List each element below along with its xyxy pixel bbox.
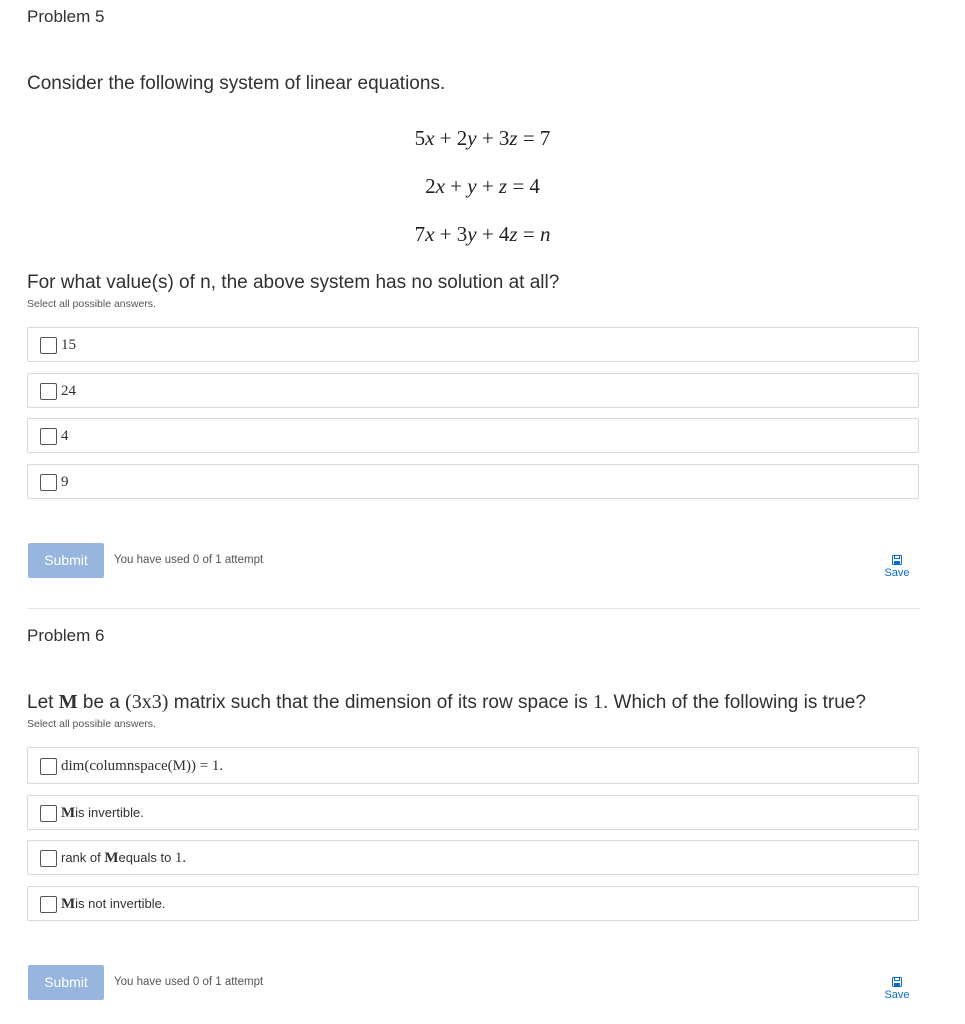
floppy-disk-icon [892,555,902,565]
checkbox-icon[interactable] [40,896,57,913]
p6-option-invertible[interactable] [27,795,919,830]
problem-divider [27,608,920,609]
q-text: . Which of the following is true? [602,692,866,713]
option-label [61,896,166,913]
problem-6-question [27,691,866,714]
q-text: Let [27,692,59,713]
checkbox-icon[interactable] [40,383,57,400]
option-label: 24 [61,383,76,399]
p6-option-dim-colspace[interactable] [27,747,919,784]
option-label: dim(columnspace(M)) = 1. [61,758,224,774]
option-label: 9 [61,474,69,490]
problem-6-hint: Select all possible answers. [27,718,156,730]
checkbox-icon[interactable] [40,337,57,354]
checkbox-icon[interactable] [40,850,57,867]
option-label [61,850,186,867]
problem-6-title: Problem 6 [27,626,105,645]
floppy-disk-icon [892,977,902,987]
q-text: be a [77,692,126,713]
equation-2: 2x + y + z = 4 [425,174,540,198]
equation-3: 7x + 3y + 4z = n [414,222,551,246]
p5-save-button[interactable] [872,555,922,579]
problem-5-question: For what value(s) of n, the above system has no solution at all? [27,272,560,293]
p6-option-not-invertible[interactable] [27,886,919,921]
option-text: equals to [118,850,175,865]
option-label: 4 [61,428,69,444]
checkbox-icon[interactable] [40,474,57,491]
p5-option-9[interactable] [27,464,919,499]
matrix-M: M [104,850,119,866]
equation-1: 5x + 2y + 3z = 7 [414,126,551,150]
matrix-M: M [61,896,76,912]
save-label: Save [884,567,910,579]
checkbox-icon[interactable] [40,758,57,775]
problem-5-title: Problem 5 [27,7,105,26]
option-text: rank of [61,850,105,865]
p5-option-4[interactable] [27,418,919,453]
q-one: 1 [592,691,603,713]
p6-attempts-text: You have used 0 of 1 attempt [114,976,264,988]
save-label: Save [884,989,910,1001]
option-text: is invertible. [75,805,144,820]
p5-option-24[interactable] [27,373,919,408]
checkbox-icon[interactable] [40,805,57,822]
checkbox-icon[interactable] [40,428,57,445]
p6-submit-button[interactable]: Submit [28,965,104,1000]
problem-5-hint: Select all possible answers. [27,298,156,310]
option-label: 15 [61,337,76,353]
p5-submit-button[interactable]: Submit [28,543,104,578]
p5-option-15[interactable] [27,327,919,362]
option-label [61,805,144,822]
q-dims: (3x3) [125,691,169,713]
option-num: 1. [174,850,187,866]
p5-attempts-text: You have used 0 of 1 attempt [114,554,264,566]
matrix-M: M [61,805,76,821]
option-text: is not invertible. [75,896,166,911]
q-matrix-M: M [58,691,78,713]
p6-option-rank[interactable] [27,840,919,875]
q-text: matrix such that the dimension of its row space is [168,692,593,713]
p6-save-button[interactable] [872,977,922,1001]
problem-5-intro: Consider the following system of linear equations. [27,73,446,94]
